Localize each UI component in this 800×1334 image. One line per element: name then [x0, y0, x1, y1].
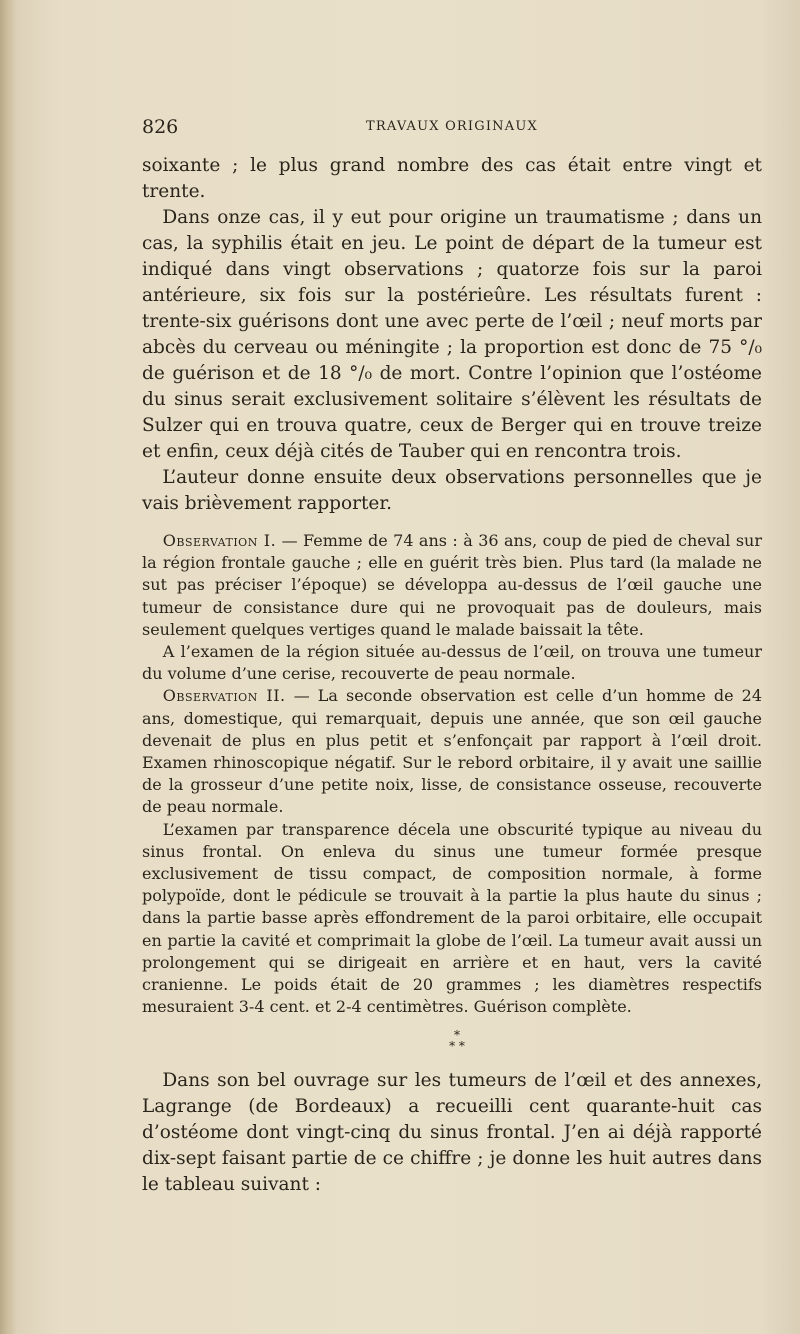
running-title: TRAVAUX ORIGINAUX: [366, 119, 538, 134]
page-body: [142, 153, 762, 1198]
observation-2: [142, 685, 762, 818]
asterism-bottom: * *: [449, 1039, 465, 1054]
book-spine-shadow: [0, 0, 16, 1334]
observation-2-exam: L’examen par transparence décela une obscurité typique au niveau du sinus frontal. On enleva du sinus une tumeur formée presque exclusivement de tissu compact, de composition normale, à forme polypoïde, dont le pédicule se trouvait à la partie la plus haute du sinus ; dans la partie basse après effondrement de la paroi orbitaire, elle occupait en partie la cavité et comprimait la globe de l’œil. La tumeur avait aussi un prolongement qui se dirigeait en arrière et en haut, vers la cavité cranienne. Le poids était de 20 grammes ; les diamètres respectifs mesuraient 3-4 cent. et 2-4 centimètres. Guérison complète.: [142, 819, 762, 1017]
page-number: 826: [142, 116, 179, 138]
asterism-top: *: [454, 1028, 460, 1043]
paragraph-1: soixante ; le plus grand nombre des cas était entre vingt et trente.: [142, 155, 762, 202]
observation-1-text: — Femme de 74 ans : à 36 ans, coup de pied de cheval sur la région frontale gauche ; elle en guérit très bien. Plus tard (la malade ne sut pas préciser l’époque) se développa au-dessus de l’œil gauche une tumeur de consistance dure qui ne provoquait pas de douleurs, mais seulement quelques vertiges quand le malade baissait la tête.: [142, 531, 763, 639]
observations-block: [142, 530, 762, 1018]
observation-2-text: — La seconde observation est celle d’un homme de 24 ans, domestique, qui remarquait, depuis une année, que son œil gauche devenait de plus en plus petit et s’enfonçait par rapport à l’œil droit. Examen rhinoscopique négatif. Sur le rebord orbitaire, il y avait une saillie de la grosseur d’une petite noix, lisse, de consistance osseuse, recouverte de peau normale.: [142, 686, 763, 817]
observation-2-label: Observation II.: [162, 686, 286, 706]
page-header: [142, 116, 762, 140]
asterism: [152, 1030, 762, 1052]
paragraph-2: Dans onze cas, il y eut pour origine un traumatisme ; dans un cas, la syphilis était en jeu. Le point de départ de la tumeur est indiqué dans vingt observations ; quatorze fois sur la paroi antérieure, six fois sur la postérieûre. Les résultats furent : trente-six guérisons dont une avec perte de l’œil ; neuf morts par abcès du cerveau ou méningite ; la proportion est donc de 75 °/₀ de guérison et de 18 °/₀ de mort. Contre l’opinion que l’ostéome du sinus serait exclusivement solitaire s’élèvent les résultats de Sulzer qui en trouva quatre, ceux de Berger qui en trouve treize et enfin, ceux déjà cités de Tauber qui en rencontra trois.: [142, 207, 762, 462]
paragraph-4: Dans son bel ouvrage sur les tumeurs de l’œil et des annexes, Lagrange (de Bordeaux) a recueilli cent quarante-huit cas d’ostéome dont vingt-cinq du sinus frontal. J’en ai déjà rapporté dix-sept faisant partie de ce chiffre ; je donne les huit autres dans le tableau suivant :: [142, 1070, 762, 1196]
paragraph-3: L’auteur donne ensuite deux observations personnelles que je vais brièvement rapporter.: [142, 467, 762, 514]
observation-1-label: Observation I.: [162, 531, 277, 550]
observation-1: [142, 530, 762, 641]
observation-1-exam: A l’examen de la région située au-dessus de l’œil, on trouva une tumeur du volume d’une cerise, recouverte de peau normale.: [142, 642, 762, 684]
